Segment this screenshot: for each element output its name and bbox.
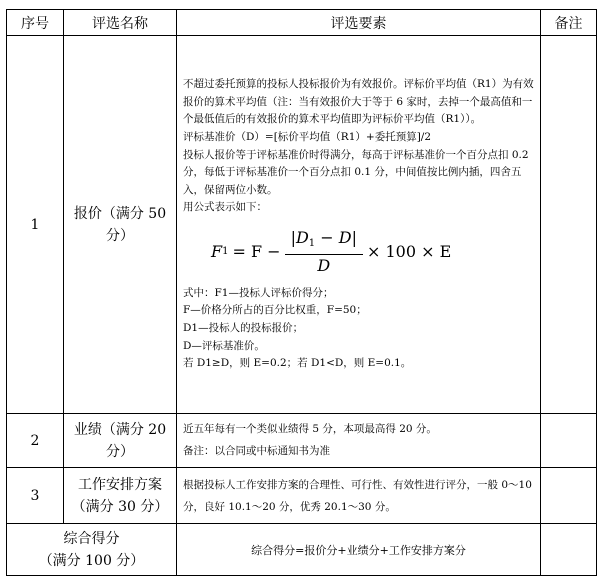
row-total — [7, 524, 597, 576]
formula-numerator — [285, 229, 363, 256]
row-performance-no: 2 — [7, 414, 64, 468]
legend-2: F—价格分所占的百分比权重，F=50； — [183, 304, 367, 317]
row-performance-criteria — [177, 414, 541, 468]
legend-3: D1—投标人的投标报价； — [183, 322, 304, 335]
row-plan-name — [64, 468, 177, 524]
formula-num-d: D — [295, 227, 309, 247]
row-performance-name-line2: 分） — [106, 443, 134, 460]
row-performance-name-line1: 业绩（满分 20 — [73, 421, 167, 438]
scoring-table — [6, 9, 597, 576]
row-price-name — [64, 36, 177, 414]
row-total-remark — [541, 524, 597, 576]
row-performance-remark — [541, 414, 597, 468]
row-price-no: 1 — [7, 36, 64, 414]
row-performance — [7, 414, 597, 468]
formula-num-d-sub: 1 — [308, 237, 316, 249]
price-para-1: 不超过委托预算的投标人投标报价为有效报价。评标价平均值（R1）为有效报价的算术平均值（注：当有效报价大于等于 6 家时，去掉一个最高值和一个最低值后的有效报价的算术平均值即为评标价平均值（R1））。 — [183, 78, 534, 126]
row-plan-name-line2: （满分 30 分） — [71, 498, 169, 515]
row-price-criteria — [177, 36, 541, 414]
row-plan-criteria — [177, 468, 541, 524]
row-performance-name — [64, 414, 177, 468]
legend-5: 若 D1≥D，则 E=0.2；若 D1<D，则 E=0.1。 — [183, 357, 412, 370]
row-plan-name-line1: 工作安排方案 — [78, 476, 162, 493]
price-formula — [183, 225, 536, 279]
formula-abs-close: | — [351, 227, 357, 247]
header-no: 序号 — [7, 10, 64, 36]
formula-tail: × 100 × E — [366, 242, 452, 262]
performance-para-1: 近五年每有一个类似业绩得 5 分，本项最高得 20 分。 — [183, 422, 437, 435]
legend-1: 式中：F1—投标人评标价得分； — [183, 286, 334, 299]
formula-lhs: F — [211, 242, 223, 262]
row-total-name-line2: （满分 100 分） — [38, 552, 145, 569]
row-plan — [7, 468, 597, 524]
price-para-3: 投标人报价等于评标基准价时得满分，每高于评标基准价一个百分点扣 0.2 分，每低于评标基准价一个百分点扣 0.1 分，中间值按比例内插，四舍五入，保留两位小数。 — [183, 148, 529, 196]
formula-denominator: D — [317, 256, 331, 276]
plan-para-1: 根据投标人工作安排方案的合理性、可行性、有效性进行评分，一般 0～10 分，良好 10.1～20 分，优秀 20.1～30 分。 — [183, 478, 532, 513]
row-total-formula: 综合得分=报价分+业绩分+工作安排方案分 — [177, 524, 541, 576]
row-price-name-line2: 分） — [106, 227, 134, 244]
header-remark: 备注 — [541, 10, 597, 36]
row-total-name — [7, 524, 177, 576]
formula-fraction — [285, 229, 363, 275]
formula-num-minus-d: − D — [315, 227, 352, 247]
row-plan-remark — [541, 468, 597, 524]
formula-abs-open: | — [290, 227, 296, 247]
formula-eq: = F − — [232, 242, 281, 262]
formula-lhs-sub: 1 — [222, 246, 229, 258]
row-price-remark — [541, 36, 597, 414]
row-plan-no: 3 — [7, 468, 64, 524]
header-row — [7, 10, 597, 36]
performance-para-2: 备注：以合同或中标通知书为准 — [183, 444, 330, 457]
header-criteria: 评选要素 — [177, 10, 541, 36]
price-para-4: 用公式表示如下： — [183, 201, 267, 214]
header-name: 评选名称 — [64, 10, 177, 36]
row-total-name-line1: 综合得分 — [63, 530, 120, 547]
row-price-name-line1: 报价（满分 50 — [73, 205, 167, 222]
row-price — [7, 36, 597, 414]
legend-4: D—评标基准价。 — [183, 339, 265, 352]
price-para-2: 评标基准价（D）=[标价平均值（R1）+委托预算]/2 — [183, 130, 432, 143]
